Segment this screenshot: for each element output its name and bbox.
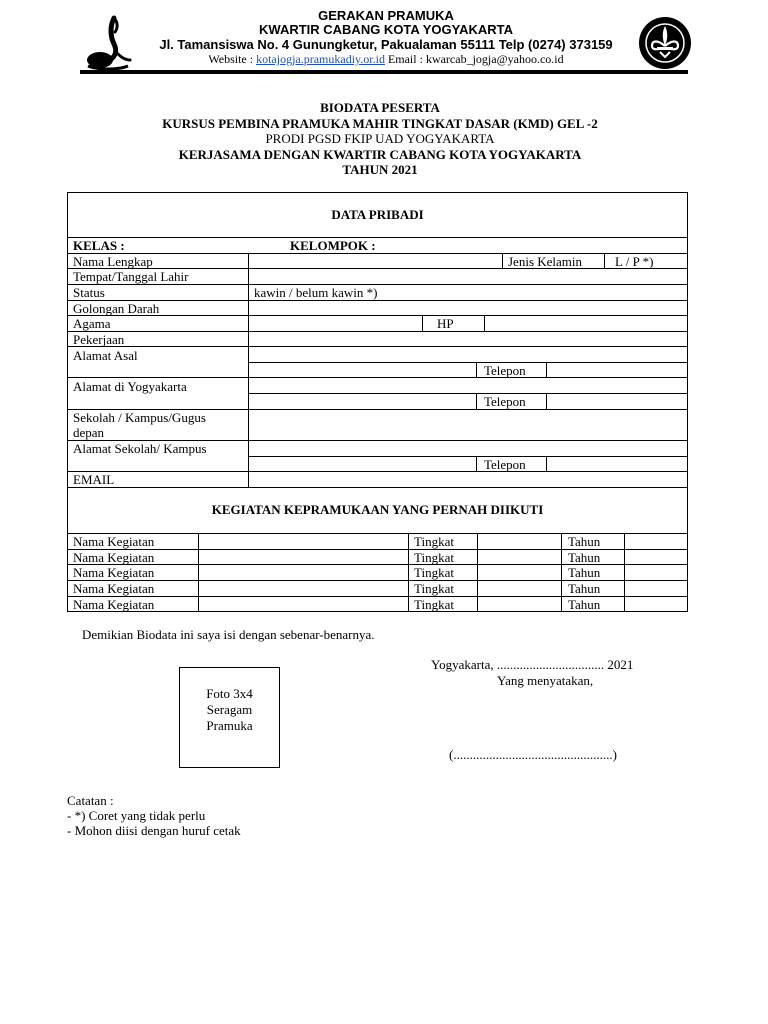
photo-line: Foto 3x4	[206, 686, 253, 701]
email-address: kwarcab_jogja@yahoo.co.id	[425, 52, 564, 66]
alamat-sekolah-label: Alamat Sekolah/ Kampus	[73, 441, 207, 456]
col-divider	[476, 456, 477, 471]
pekerjaan-label: Pekerjaan	[73, 332, 125, 347]
hp-label: HP	[437, 316, 454, 331]
kegiatan-tahun-label: Tahun	[568, 550, 601, 565]
sekolah-label-cont: depan	[73, 425, 105, 440]
kegiatan-tahun-label: Tahun	[568, 534, 601, 549]
kegiatan-tingkat-label: Tingkat	[414, 565, 454, 580]
row-divider	[67, 315, 688, 316]
doc-title: BIODATA PESERTA	[320, 100, 440, 115]
row-divider	[67, 377, 688, 378]
prodi-title: PRODI PGSD FKIP UAD YOGYAKARTA	[265, 131, 495, 146]
note-item: - Mohon diisi dengan huruf cetak	[67, 823, 241, 838]
wosm-fleur-de-lis-icon	[638, 16, 692, 70]
note-item: - *) Coret yang tidak perlu	[67, 808, 206, 823]
address: Jl. Tamansiswa No. 4 Gunungketur, Pakualaman 55111 Telp (0274) 373159	[159, 37, 613, 52]
col-divider	[477, 533, 478, 612]
col-divider	[546, 362, 547, 377]
kegiatan-tingkat-label: Tingkat	[414, 550, 454, 565]
telepon-label: Telepon	[484, 394, 526, 409]
sekolah-label: Sekolah / Kampus/Gugus	[73, 410, 206, 425]
telepon-label: Telepon	[484, 363, 526, 378]
year-title: TAHUN 2021	[342, 162, 418, 177]
status-label: Status	[73, 285, 105, 300]
row-divider	[67, 284, 688, 285]
photo-placeholder	[179, 667, 280, 768]
branch-name: KWARTIR CABANG KOTA YOGYAKARTA	[259, 22, 513, 37]
kegiatan-tahun-label: Tahun	[568, 581, 601, 596]
col-divider	[502, 253, 503, 268]
statement: Demikian Biodata ini saya isi dengan sebenar-benarnya.	[82, 627, 375, 642]
row-divider	[67, 331, 688, 332]
course-title: KURSUS PEMBINA PRAMUKA MAHIR TINGKAT DASAR (KMD) GEL -2	[162, 116, 598, 131]
row-divider	[67, 300, 688, 301]
row-divider	[67, 346, 688, 347]
contact-line	[138, 52, 634, 66]
row-divider	[67, 237, 688, 238]
kegiatan-tingkat-label: Tingkat	[414, 534, 454, 549]
col-divider	[604, 253, 605, 268]
row-divider	[248, 456, 688, 457]
kegiatan-nama-label: Nama Kegiatan	[73, 565, 155, 580]
alamat-asal-label: Alamat Asal	[73, 348, 138, 363]
kegiatan-tahun-label: Tahun	[568, 565, 601, 580]
photo-line: Seragam	[206, 702, 253, 717]
col-divider	[546, 456, 547, 471]
tunas-kelapa-icon	[84, 14, 132, 70]
kelompok-label: KELOMPOK :	[290, 238, 376, 253]
row-divider	[248, 393, 688, 394]
kelas-label: KELAS :	[73, 238, 125, 253]
email-label: Email :	[387, 52, 423, 66]
col-divider	[408, 533, 409, 612]
col-divider	[546, 393, 547, 409]
notes-title: Catatan :	[67, 793, 114, 808]
row-divider	[67, 471, 688, 472]
col-divider	[476, 393, 477, 409]
col-divider	[198, 533, 199, 612]
section-kegiatan: KEGIATAN KEPRAMUKAAN YANG PERNAH DIIKUTI	[211, 502, 544, 517]
ttl-label: Tempat/Tanggal Lahir	[73, 269, 189, 284]
jenis-kelamin-label: Jenis Kelamin	[508, 254, 583, 269]
kegiatan-tahun-label: Tahun	[568, 597, 601, 612]
col-divider	[476, 362, 477, 377]
row-divider	[67, 253, 688, 254]
gender-option[interactable]: L / P *)	[615, 254, 654, 269]
header-divider	[80, 70, 688, 74]
col-divider	[624, 533, 625, 612]
kegiatan-nama-label: Nama Kegiatan	[73, 550, 155, 565]
alamat-yogya-label: Alamat di Yogyakarta	[73, 379, 187, 394]
kegiatan-tingkat-label: Tingkat	[414, 581, 454, 596]
telepon-label: Telepon	[484, 457, 526, 472]
website-label: Website :	[208, 52, 254, 66]
golongan-darah-label: Golongan Darah	[73, 301, 160, 316]
col-divider	[561, 533, 562, 612]
declarant: Yang menyatakan,	[497, 673, 594, 688]
partner-title: KERJASAMA DENGAN KWARTIR CABANG KOTA YOGYAKARTA	[178, 147, 582, 162]
row-divider	[248, 362, 688, 363]
row-divider	[67, 487, 688, 488]
nama-lengkap-label: Nama Lengkap	[73, 254, 153, 269]
website-link[interactable]: kotajogja.pramukadiy.or.id	[256, 52, 385, 66]
kegiatan-nama-label: Nama Kegiatan	[73, 597, 155, 612]
photo-line: Pramuka	[206, 718, 253, 733]
status-value[interactable]: kawin / belum kawin *)	[254, 285, 378, 300]
signature-line: (.................................................)	[449, 747, 617, 762]
place-date: Yogyakarta, ................................. 2021	[431, 657, 634, 672]
col-divider	[484, 315, 485, 331]
email-label: EMAIL	[73, 472, 115, 487]
section-data-pribadi: DATA PRIBADI	[331, 207, 424, 222]
kegiatan-nama-label: Nama Kegiatan	[73, 581, 155, 596]
kegiatan-nama-label: Nama Kegiatan	[73, 534, 155, 549]
col-divider	[248, 253, 249, 487]
org-name: GERAKAN PRAMUKA	[318, 8, 454, 23]
agama-label: Agama	[73, 316, 111, 331]
kegiatan-tingkat-label: Tingkat	[414, 597, 454, 612]
col-divider	[422, 315, 423, 331]
